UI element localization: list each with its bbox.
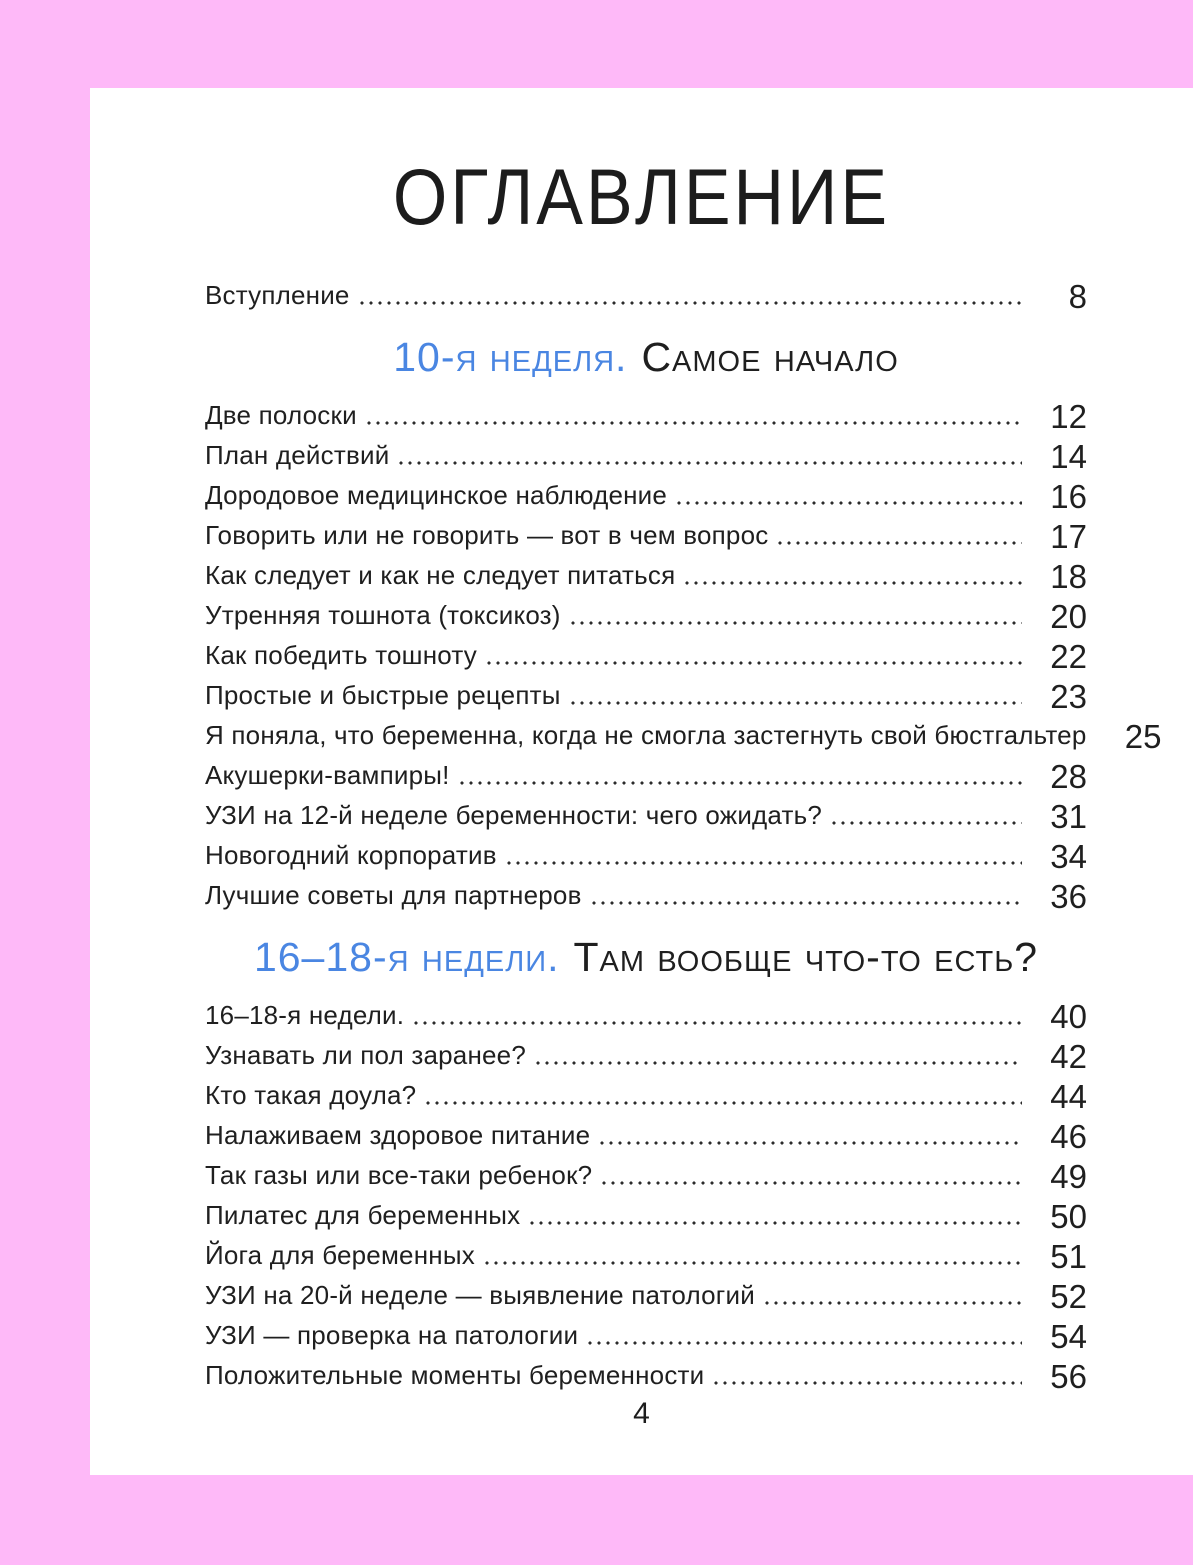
toc-row (205, 1074, 1087, 1114)
dot-leader (714, 1381, 1022, 1385)
toc-entry-label: Новогодний корпоратив (205, 839, 497, 870)
section-heading-accent: 10-я неделя. (393, 333, 628, 380)
dot-leader (399, 461, 1022, 465)
toc-entry-page: 36 (1050, 878, 1087, 915)
toc-entry-label: Йога для беременных (205, 1239, 475, 1270)
dot-leader (536, 1061, 1022, 1065)
section-heading-2 (205, 930, 1087, 984)
dot-leader (367, 421, 1022, 425)
toc-row (205, 594, 1087, 634)
toc-entry-label: Как победить тошноту (205, 639, 477, 670)
toc-row (205, 1314, 1087, 1354)
toc-row (205, 1154, 1087, 1194)
toc-row (205, 754, 1087, 794)
toc-entry-label: Я поняла, что беременна, когда не смогла застегнуть свой бюстгальтер (205, 719, 1087, 750)
toc-entry-page: 28 (1050, 758, 1087, 795)
toc-entry-label: Как следует и как не следует питаться (205, 559, 676, 590)
toc-entry-page: 50 (1050, 1198, 1087, 1235)
toc-row (205, 1034, 1087, 1074)
toc-entry-label: Узнавать ли пол заранее? (205, 1039, 527, 1070)
toc-entry-page: 44 (1050, 1078, 1087, 1115)
section-entries-1 (205, 394, 1162, 915)
toc-row (205, 1354, 1087, 1394)
section-heading-rest: Самое начало (641, 333, 899, 380)
toc-entry-label: Положительные моменты беременности (205, 1359, 705, 1390)
section-entries-2 (205, 994, 1087, 1394)
toc-entry-label: Утренняя тошнота (токсикоз) (205, 599, 561, 630)
toc-entry-page: 18 (1050, 558, 1087, 595)
toc-entry-page: 23 (1050, 678, 1087, 715)
toc-row (205, 1234, 1087, 1274)
toc-entry-page: 22 (1050, 638, 1087, 675)
section-heading-accent: 16–18-я недели. (253, 933, 560, 980)
dot-leader (487, 661, 1022, 665)
dot-leader (571, 701, 1022, 705)
toc-entry-page: 56 (1050, 1358, 1087, 1395)
toc-entry-label: План действий (205, 439, 390, 470)
page-number: 4 (633, 1397, 650, 1430)
toc-entry-page: 16 (1050, 478, 1087, 515)
toc-entry-label: 16–18-я недели. (205, 999, 405, 1030)
page-title: ОГЛАВЛЕНИЕ (392, 153, 891, 241)
toc-entry-label: УЗИ — проверка на патологии (205, 1319, 579, 1350)
dot-leader (602, 1181, 1022, 1185)
toc-row (205, 994, 1087, 1034)
toc-row (205, 874, 1087, 914)
toc-entry-page: 31 (1050, 798, 1087, 835)
book-page (90, 88, 1193, 1475)
toc-entry-page: 49 (1050, 1158, 1087, 1195)
dot-leader (414, 1021, 1022, 1025)
toc-entry-label: Дородовое медицинское наблюдение (205, 479, 668, 510)
dot-leader (600, 1141, 1022, 1145)
toc-row (205, 434, 1087, 474)
toc-row (205, 1274, 1087, 1314)
section-heading-1 (205, 330, 1087, 384)
toc-entry-label: Пилатес для беременных (205, 1199, 521, 1230)
toc-row (205, 394, 1087, 434)
toc-entry-page: 20 (1050, 598, 1087, 635)
toc-row (205, 634, 1087, 674)
toc-row (205, 834, 1087, 874)
toc-entry-label: Вступление (205, 279, 350, 310)
dot-leader (685, 581, 1022, 585)
dot-leader (485, 1261, 1022, 1265)
toc-entry-label: Так газы или все-таки ребенок? (205, 1159, 593, 1190)
toc-entry-label: Говорить или не говорить — вот в чем вопрос (205, 519, 769, 550)
toc-entry-page: 46 (1050, 1118, 1087, 1155)
dot-leader (588, 1341, 1022, 1345)
dot-leader (426, 1101, 1022, 1105)
toc-entry-page: 42 (1050, 1038, 1087, 1075)
toc-row (205, 714, 1162, 755)
dot-leader (765, 1301, 1022, 1305)
toc-entry-page: 8 (1068, 278, 1087, 315)
toc-row (205, 274, 1087, 314)
toc-entry-page: 25 (1124, 718, 1162, 755)
dot-leader (360, 301, 1022, 305)
toc-entry-label: Две полоски (205, 399, 357, 430)
toc-row (205, 1114, 1087, 1154)
toc-entry-label: Акушерки-вампиры! (205, 759, 450, 790)
toc-entry-page: 40 (1050, 998, 1087, 1035)
toc-entry-page: 14 (1050, 438, 1087, 475)
toc-entry-page: 51 (1050, 1238, 1087, 1275)
toc-row (205, 514, 1087, 554)
dot-leader (592, 901, 1022, 905)
toc-row (205, 674, 1087, 714)
toc-entry-label: УЗИ на 12-й неделе беременности: чего ожидать? (205, 799, 823, 830)
toc-row (205, 1194, 1087, 1234)
toc-entry-label: Кто такая доула? (205, 1079, 417, 1110)
toc-entry-page: 52 (1050, 1278, 1087, 1315)
toc-entry-label: УЗИ на 20-й неделе — выявление патологий (205, 1279, 755, 1310)
dot-leader (460, 781, 1022, 785)
dot-leader (507, 861, 1022, 865)
toc-entry-page: 17 (1050, 518, 1087, 555)
toc-entry-label: Налаживаем здоровое питание (205, 1119, 591, 1150)
dot-leader (571, 621, 1022, 625)
toc-row (205, 474, 1087, 514)
dot-leader (832, 821, 1022, 825)
table-of-contents (90, 274, 1193, 1394)
toc-entry-label: Простые и быстрые рецепты (205, 679, 561, 710)
toc-entry-page: 54 (1050, 1318, 1087, 1355)
dot-leader (530, 1221, 1022, 1225)
toc-entry-page: 34 (1050, 838, 1087, 875)
toc-entry-label: Лучшие советы для партнеров (205, 879, 582, 910)
toc-entry-page: 12 (1050, 398, 1087, 435)
dot-leader (778, 541, 1022, 545)
dot-leader (677, 501, 1022, 505)
toc-row (205, 794, 1087, 834)
toc-row (205, 554, 1087, 594)
section-heading-rest: Там вообще что-то есть? (573, 933, 1039, 980)
